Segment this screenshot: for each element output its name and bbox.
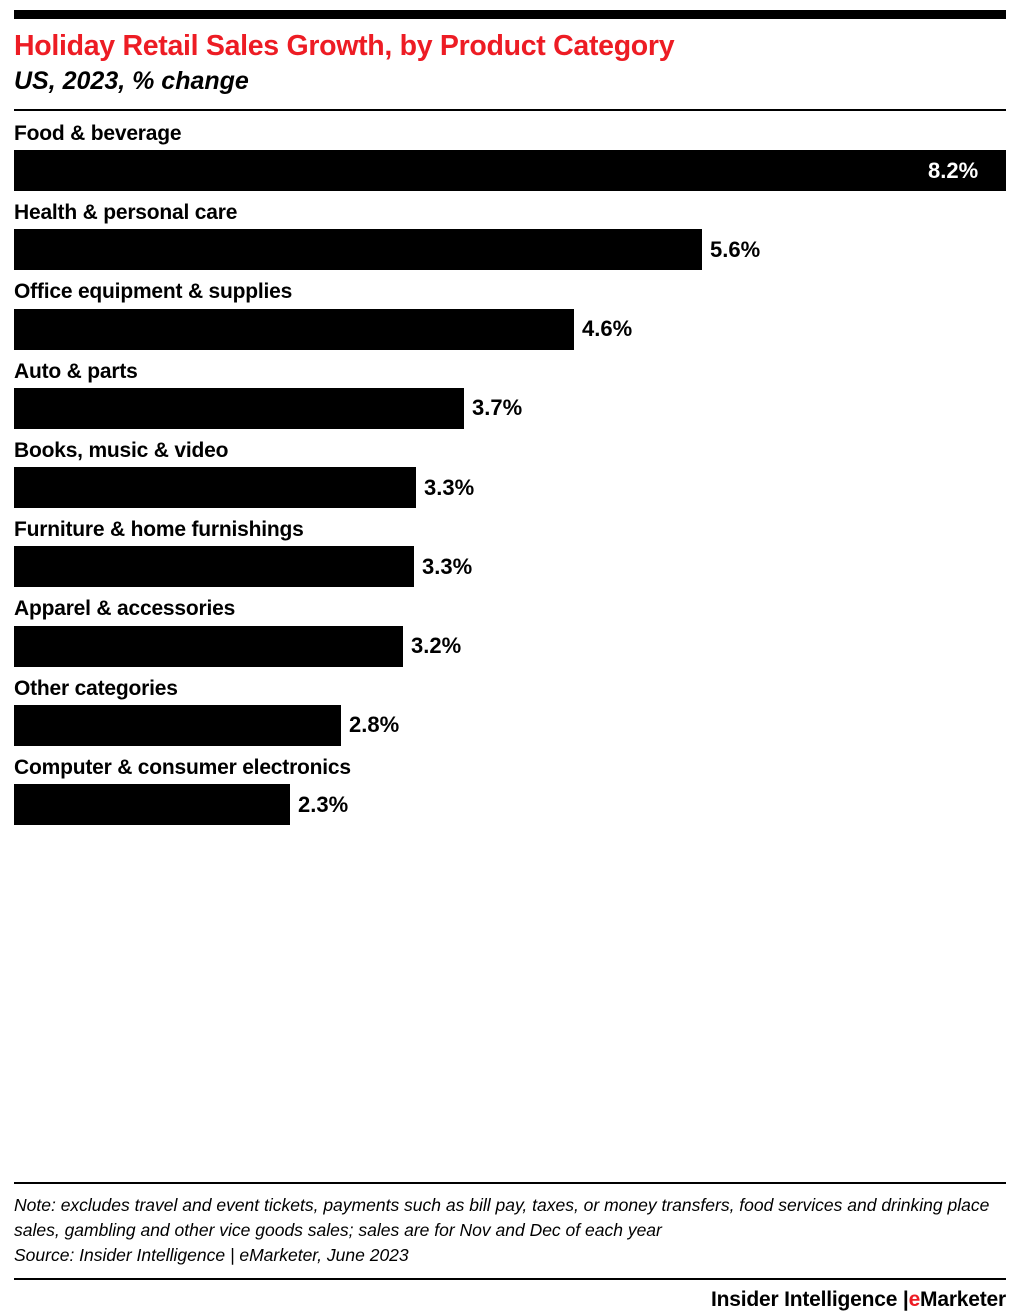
bar-line — [14, 784, 1006, 825]
bar-line — [14, 150, 1006, 191]
page-title: Holiday Retail Sales Growth, by Product Category — [14, 30, 675, 62]
category-label: Auto & parts — [14, 359, 138, 383]
bar-line — [14, 388, 1006, 429]
brand-accent-letter: e — [908, 1288, 921, 1311]
brand-prefix: Insider Intelligence | — [711, 1288, 909, 1311]
bar-line — [14, 705, 1006, 746]
brand-suffix: Marketer — [920, 1288, 1006, 1311]
category-label: Computer & consumer electronics — [14, 755, 351, 779]
bar — [14, 150, 1006, 191]
bar-chart — [14, 121, 1006, 834]
bar — [14, 705, 341, 746]
bar — [14, 309, 574, 350]
bar — [14, 388, 464, 429]
bar-value: 2.3% — [298, 791, 349, 817]
bar-value: 2.8% — [349, 712, 400, 738]
category-label: Books, music & video — [14, 438, 229, 462]
bar-value: 3.7% — [472, 395, 523, 421]
brand-logo — [14, 1288, 1006, 1312]
chart-row — [14, 517, 1006, 587]
chart-row — [14, 755, 1006, 825]
bar-line — [14, 546, 1006, 587]
chart-row — [14, 279, 1006, 349]
page-subtitle: US, 2023, % change — [14, 67, 249, 96]
bar-value: 3.3% — [424, 474, 475, 500]
footer-divider — [14, 1182, 1006, 1184]
chart-row — [14, 438, 1006, 508]
chart-row — [14, 676, 1006, 746]
bar-value: 8.2% — [928, 157, 979, 183]
bar — [14, 626, 403, 667]
bar-line — [14, 309, 1006, 350]
bar-value: 4.6% — [582, 316, 633, 342]
chart-note: Note: excludes travel and event tickets, payments such as bill pay, taxes, or money transfers, food services and drinking place sales, gambling and other vice goods sales; sales are for Nov and Dec of each year — [14, 1195, 990, 1241]
bar — [14, 229, 702, 270]
category-label: Health & personal care — [14, 201, 238, 225]
bar-value: 3.2% — [411, 633, 462, 659]
brand-divider — [14, 1278, 1006, 1280]
title-divider — [14, 109, 1006, 111]
bar — [14, 467, 416, 508]
category-label: Apparel & accessories — [14, 597, 236, 621]
bar-line — [14, 467, 1006, 508]
bar-line — [14, 229, 1006, 270]
top-rule — [14, 10, 1006, 19]
spacer — [14, 834, 1006, 1168]
bar — [14, 546, 414, 587]
category-label: Office equipment & supplies — [14, 280, 293, 304]
category-label: Food & beverage — [14, 121, 182, 145]
category-label: Furniture & home furnishings — [14, 518, 304, 542]
bar — [14, 784, 290, 825]
chart-source: Source: Insider Intelligence | eMarketer, June 2023 — [14, 1245, 409, 1266]
category-label: Other categories — [14, 676, 178, 700]
bar-line — [14, 626, 1006, 667]
chart-row — [14, 596, 1006, 666]
chart-row — [14, 200, 1006, 270]
bar-value: 5.6% — [710, 236, 761, 262]
bar-value: 3.3% — [422, 553, 473, 579]
chart-row — [14, 359, 1006, 429]
chart-row — [14, 121, 1006, 191]
